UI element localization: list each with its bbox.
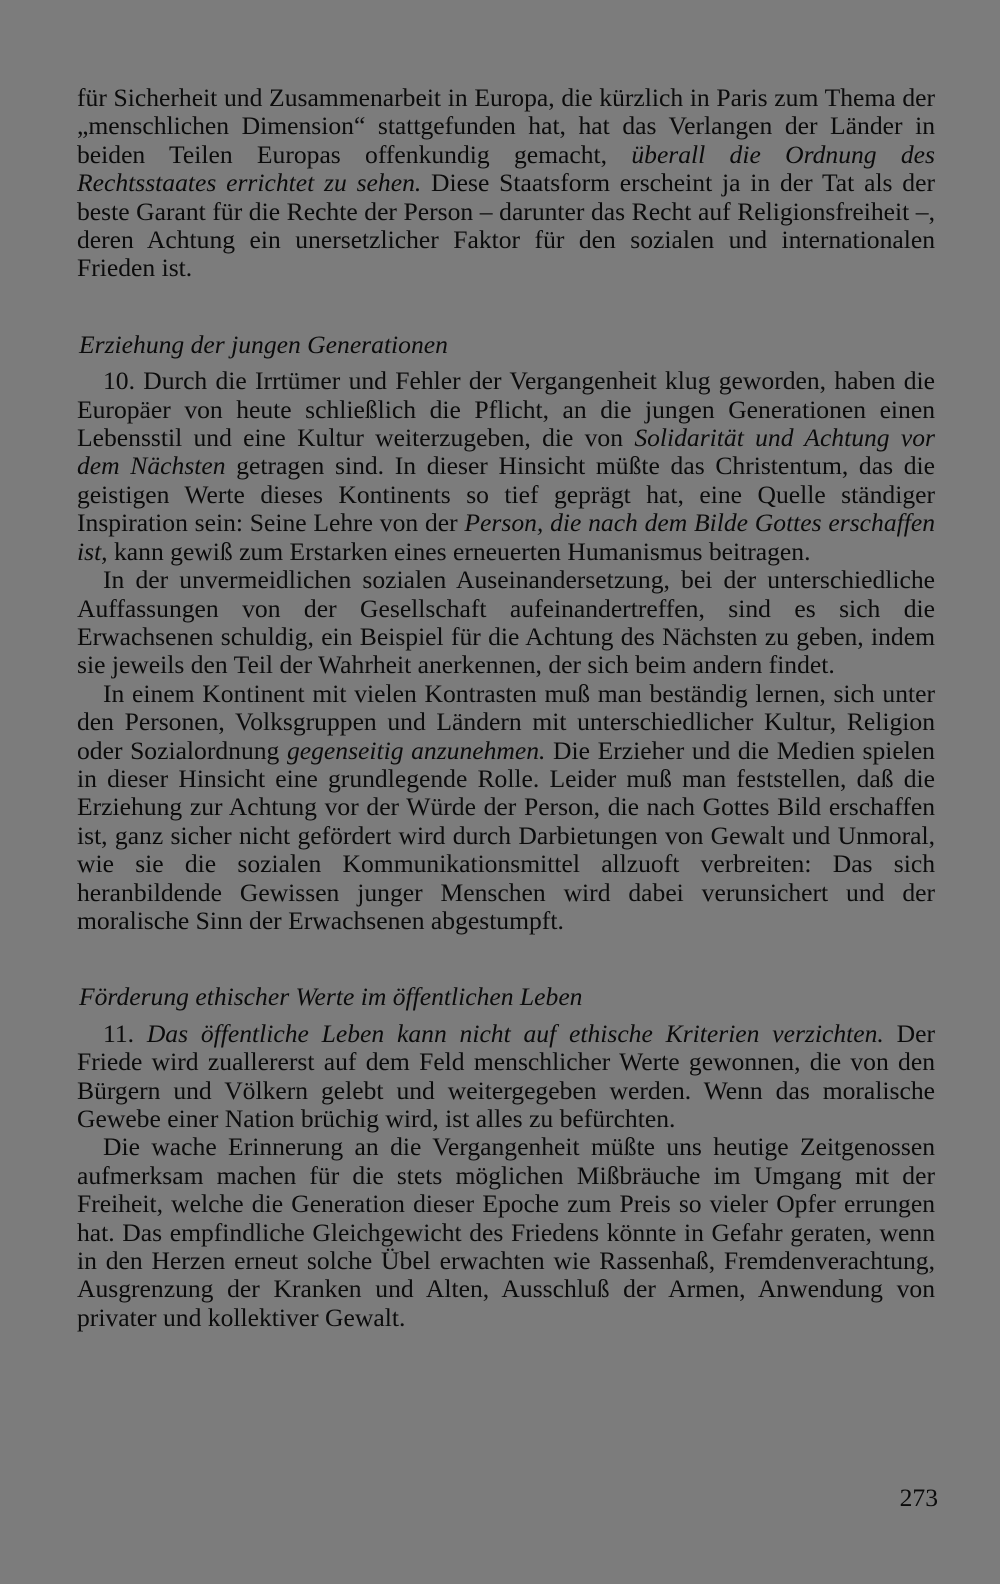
paragraph-10-b	[77, 566, 935, 680]
text-run: In der unvermeidlichen sozialen Auseinandersetzung, bei der unterschiedliche Auffassungen von der Gesellschaft aufeinandertreffen, sind es sich die Erwachsenen schuldig, ein Beispiel für die Achtung des Nächsten zu geben, indem sie jeweils den Teil der Wahrheit anerkennen, der sich beim andern findet.	[77, 565, 935, 680]
italic-text-run: Solidarität und Achtung vor dem Nächsten	[77, 423, 936, 481]
text-run: 11.	[103, 1018, 147, 1048]
text-run: Die Erzieher und die Medien spielen in dieser Hinsicht eine grundlegende Rolle. Leider muß man feststellen, daß die Erziehung zur Achtung vor der Würde der Person, die nach Gottes Bild erschaffen ist, ganz sicher nicht gefördert wird durch Darbietungen von Gewalt und Unmoral, wie sie die sozialen Kommunikationsmittel allzuoft verbreiten: Das sich heranbildende Gewissen junger Menschen wird dabei verunsichert und der moralische Sinn der Erwachsenen abgestumpft.	[77, 735, 935, 935]
text-run: Diese Staatsform erscheint ja in der Tat als der beste Garant für die Rechte der Person – darunter das Recht auf Religionsfreiheit –, deren Achtung ein unersetzlicher Faktor für den sozialen und internationalen Frieden ist.	[77, 168, 935, 283]
italic-text-run: gegenseitig anzunehmen.	[286, 735, 546, 765]
paragraph-11	[77, 1020, 935, 1134]
page-number: 273	[899, 1483, 938, 1512]
text-run: getragen sind. In dieser Hinsicht müßte das Christentum, das die geistigen Werte dieses Kontinents so tief geprägt hat, eine Quelle ständiger Inspiration sein: Seine Lehre von der	[77, 451, 935, 538]
paragraph-10	[77, 367, 935, 566]
section-heading-ethics: Förderung ethischer Werte im öffentlichen Leben	[79, 982, 583, 1012]
paragraph-11-b	[77, 1133, 935, 1332]
text-run: für Sicherheit und Zusammenarbeit in Europa, die kürzlich in Paris zum Thema der „menschlichen Dimension“ stattgefunden hat, hat das Verlangen der Länder in beiden Teilen Europas offenkundig gemacht,	[77, 83, 935, 169]
text-run: kann gewiß zum Erstarken eines erneuerten Humanismus beitragen.	[107, 536, 811, 566]
text-block	[77, 84, 935, 1332]
text-run: In einem Kontinent mit vielen Kontrasten muß man beständig lernen, sich unter den Personen, Volksgruppen und Ländern mit unterschiedlicher Kultur, Religion oder Sozialordnung	[77, 678, 935, 765]
paragraph-continuation	[77, 84, 935, 283]
italic-text-run: Das öffentliche Leben kann nicht auf ethische Kriterien verzichten.	[146, 1018, 884, 1048]
text-run: Die wache Erinnerung an die Vergangenheit müßte uns heutige Zeitgenossen aufmerksam machen für die stets möglichen Mißbräuche im Umgang mit der Freiheit, welche die Generation dieser Epoche zum Preis so vieler Opfer errungen hat. Das empfindliche Gleichgewicht des Friedens könnte in Gefahr geraten, wenn in den Herzen erneut solche Übel erwachten wie Rassenhaß, Fremdenverachtung, Ausgrenzung der Kranken und Alten, Ausschluß der Armen, Anwendung von privater und kollektiver Gewalt.	[77, 1132, 935, 1332]
text-run: Der Friede wird zuallererst auf dem Feld menschlicher Werte gewonnen, die von den Bürgern und Völkern gelebt und weitergegeben werden. Wenn das moralische Gewebe einer Nation brüchig wird, ist alles zu befürchten.	[77, 1018, 935, 1133]
paragraph-10-c	[77, 680, 935, 936]
italic-text-run: Person, die nach dem Bilde Gottes erschaffen ist,	[77, 508, 935, 566]
section-heading-education: Erziehung der jungen Generationen	[79, 329, 448, 359]
text-run: 10. Durch die Irrtümer und Fehler der Vergangenheit klug geworden, haben die Europäer von heute schließlich die Pflicht, an die jungen Generationen einen Lebensstil und eine Kultur weiterzugeben, die von	[77, 366, 935, 453]
italic-text-run: überall die Ordnung des Rechtsstaates errichtet zu sehen.	[77, 139, 935, 198]
